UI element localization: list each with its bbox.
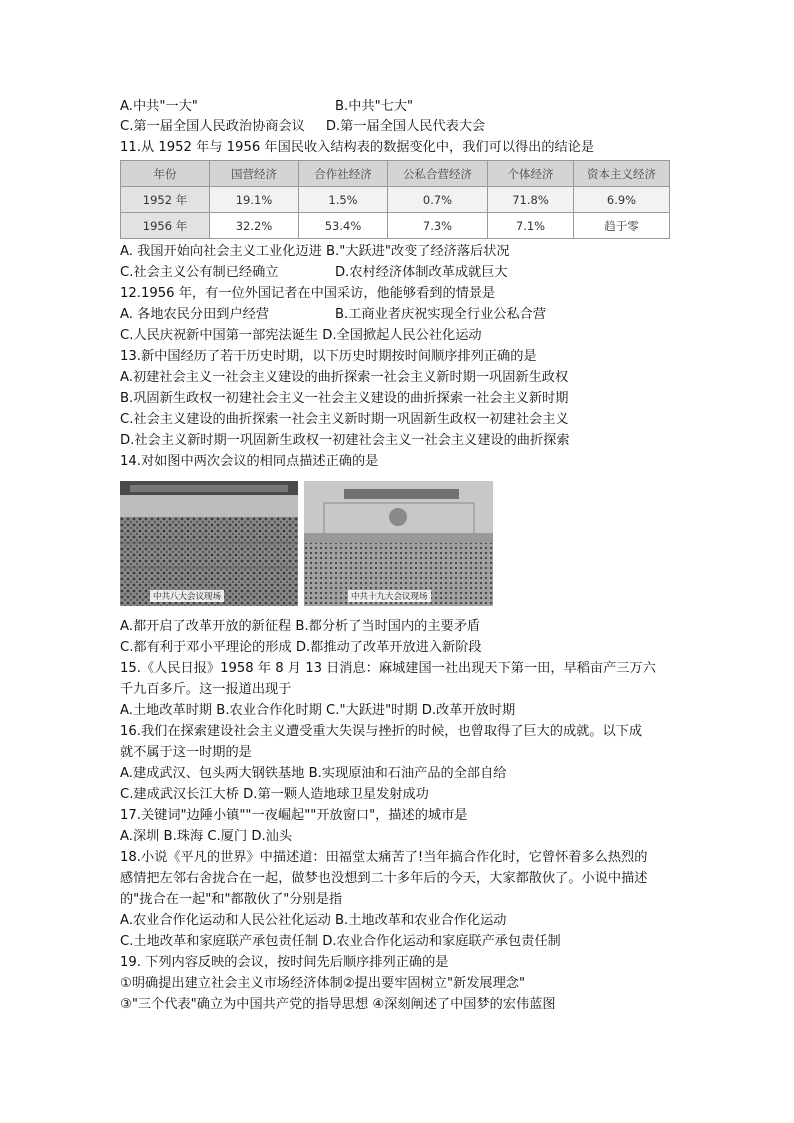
table-header-cell: 个体经济	[488, 161, 574, 187]
table-cell: 1952 年	[121, 187, 210, 213]
table-row	[121, 187, 670, 213]
q17-options: A.深圳 B.珠海 C.厦门 D.汕头	[120, 829, 293, 844]
table-cell: 1.5%	[299, 187, 388, 213]
q10-option-d: D.第一届全国人民代表大会	[325, 119, 486, 134]
table-header-cell: 合作社经济	[299, 161, 388, 187]
q13-stem: 13.新中国经历了若干历史时期，以下历史时期按时间顺序排列正确的是	[120, 349, 537, 364]
q12-options-row-1	[120, 305, 547, 325]
q11-option-ab: A. 我国开始向社会主义工业化迈进 B."大跃进"改变了经济落后状况	[120, 244, 510, 259]
q10-option-c: C.第一届全国人民政治协商会议	[120, 119, 305, 134]
q11-stem: 11.从 1952 年与 1956 年国民收入结构表的数据变化中，我们可以得出的结论是	[120, 140, 595, 155]
table-cell: 71.8%	[488, 187, 574, 213]
q12-stem: 12.1956 年，有一位外国记者在中国采访，他能够看到的情景是	[120, 286, 496, 301]
table-cell: 6.9%	[574, 187, 670, 213]
q12-option-b: B.工商业者庆祝实现全行业公私合营	[335, 307, 547, 322]
table-header-cell: 公私合营经济	[388, 161, 488, 187]
q12-option-a: A. 各地农民分田到户经营	[120, 307, 270, 322]
table-cell: 1956 年	[121, 213, 210, 239]
q11-options-row-2	[120, 263, 508, 283]
q13-option-b: B.巩固新生政权一初建社会主义一社会主义建设的曲折探索一社会主义新时期	[120, 391, 569, 406]
photo-caption-right: 中共十九大会议现场	[348, 590, 431, 602]
q13-option-d: D.社会主义新时期一巩固新生政权一初建社会主义一社会主义建设的曲折探索	[120, 433, 570, 448]
q11-option-c: C.社会主义公有制已经确立	[120, 265, 279, 280]
nineteenth-congress-photo	[304, 481, 493, 606]
table-cell: 7.1%	[488, 213, 574, 239]
q19-items-3-4: ③"三个代表"确立为中国共产党的指导思想 ④深刻阐述了中国梦的宏伟蓝图	[120, 997, 556, 1012]
table-cell: 53.4%	[299, 213, 388, 239]
table-cell: 0.7%	[388, 187, 488, 213]
q16-options-cd: C.建成武汉长江大桥 D.第一颗人造地球卫星发射成功	[120, 787, 429, 802]
q13-option-c: C.社会主义建设的曲折探索一社会主义新时期一巩固新生政权一初建社会主义	[120, 412, 569, 427]
eighth-congress-hall-image	[120, 481, 298, 606]
table-cell: 19.1%	[210, 187, 299, 213]
q10-options-row-1	[120, 97, 414, 117]
q18-options-ab: A.农业合作化运动和人民公社化运动 B.土地改革和农业合作化运动	[120, 913, 507, 928]
q14-options-ab: A.都开启了改革开放的新征程 B.都分析了当时国内的主要矛盾	[120, 619, 481, 634]
q18-stem-line-3: 的"拢合在一起"和"都散伙了"分别是指	[120, 892, 343, 907]
q16-stem-line-1: 16.我们在探索建设社会主义遭受重大失误与挫折的时候，也曾取得了巨大的成就。以下成	[120, 724, 643, 739]
congress-photos	[120, 481, 493, 606]
q18-stem-line-1: 18.小说《平凡的世界》中描述道：田福堂太痛苦了!当年搞合作化时，它曾怀着多么热烈的	[120, 850, 648, 865]
q10-option-a: A.中共"一大"	[120, 99, 198, 114]
q19-stem: 19. 下列内容反映的会议，按时间先后顺序排列正确的是	[120, 955, 449, 970]
table-header-cell: 年份	[121, 161, 210, 187]
q19-items-1-2: ①明确提出建立社会主义市场经济体制②提出要牢固树立"新发展理念"	[120, 976, 526, 991]
q14-stem: 14.对如图中两次会议的相同点描述正确的是	[120, 454, 379, 469]
eighth-congress-photo	[120, 481, 298, 606]
table-cell: 趋于零	[574, 213, 670, 239]
q15-stem-line-1: 15.《人民日报》1958 年 8 月 13 日消息：麻城建国一社出现天下第一田，早稻亩产三万六	[120, 661, 656, 676]
q10-option-b: B.中共"七大"	[335, 99, 414, 114]
q16-stem-line-2: 就不属于这一时期的是	[120, 745, 252, 760]
q17-stem: 17.关键词"边陲小镇""一夜崛起""开放窗口"，描述的城市是	[120, 808, 468, 823]
table-header-cell: 资本主义经济	[574, 161, 670, 187]
nineteenth-congress-hall-image	[304, 481, 493, 606]
income-structure-table	[120, 160, 670, 239]
q18-stem-line-2: 感情把左邻右舍拢合在一起，做梦也没想到二十多年后的今天，大家都散伙了。小说中描述	[120, 871, 648, 886]
q16-options-ab: A.建成武汉、包头两大钢铁基地 B.实现原油和石油产品的全部自给	[120, 766, 507, 781]
q15-options: A.土地改革时期 B.农业合作化时期 C."大跃进"时期 D.改革开放时期	[120, 703, 516, 718]
q14-options-cd: C.都有利于邓小平理论的形成 D.都推动了改革开放进入新阶段	[120, 640, 482, 655]
photo-caption-left: 中共八大会议现场	[150, 590, 224, 602]
q15-stem-line-2: 千九百多斤。这一报道出现于	[120, 682, 292, 697]
table-header-cell: 国营经济	[210, 161, 299, 187]
q11-option-d: D.农村经济体制改革成就巨大	[335, 265, 508, 280]
q13-option-a: A.初建社会主义一社会主义建设的曲折探索一社会主义新时期一巩固新生政权	[120, 370, 569, 385]
table-cell: 32.2%	[210, 213, 299, 239]
table-header-row	[121, 161, 670, 187]
table-row	[121, 213, 670, 239]
table-cell: 7.3%	[388, 213, 488, 239]
q18-options-cd: C.土地改革和家庭联产承包责任制 D.农业合作化运动和家庭联产承包责任制	[120, 934, 561, 949]
q10-options-row-2	[120, 117, 485, 137]
q12-options-row-2: C.人民庆祝新中国第一部宪法诞生 D.全国掀起人民公社化运动	[120, 328, 482, 343]
